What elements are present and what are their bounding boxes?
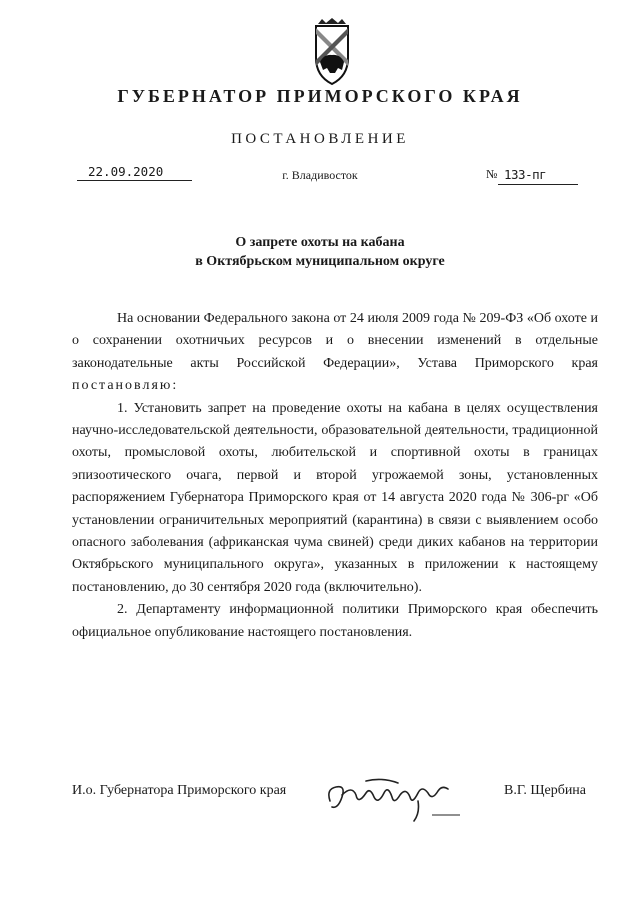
document-date: 22.09.2020 — [88, 164, 164, 179]
document-number: 133-пг — [504, 167, 547, 182]
heading-line-1: О запрете охоты на кабана — [235, 235, 405, 250]
preamble-keyword: постановляю: — [72, 378, 179, 394]
signatory-name: В.Г. Щербина — [504, 783, 587, 798]
document-heading — [0, 233, 640, 271]
handwritten-signature — [322, 771, 462, 826]
signatory-position: И.о. Губернатора Приморского края — [72, 783, 287, 798]
document-city: г. Владивосток — [282, 168, 358, 182]
number-underline — [498, 184, 578, 185]
document-type: ПОСТАНОВЛЕНИЕ — [231, 131, 409, 147]
heading-line-2: в Октябрьском муниципальном округе — [195, 254, 445, 269]
preamble-text: На основании Федерального закона от 24 июля 2009 года № 209-ФЗ «Об охоте и о сохранении охотничьих ресурсов и о внесении изменений в отдельные законодательные акты Российской Федерации», Устава Приморского края — [72, 311, 598, 371]
item-2-paragraph: 2. Департаменту информационной политики Приморского края обеспечить официальное опубликование настоящего постановления. — [72, 602, 598, 640]
number-prefix: № — [486, 167, 498, 181]
issuer-title: ГУБЕРНАТОР ПРИМОРСКОГО КРАЯ — [117, 86, 523, 106]
coat-of-arms-icon — [302, 18, 362, 86]
item-1-paragraph: 1. Установить запрет на проведение охоты на кабана в целях осуществления научно-исследовательской деятельности, образовательной деятельности, традиционной охоты, промысловой охоты, любительской и спортивной охоты в границах эпизоотического очага, первой и второй угрожаемой зоны, установленных распоряжением Губернатора Приморского края от 14 августа 2020 года № 306-рг «Об установлении ограничительных мероприятий (карантина) в связи с выявлением особо опасного заболевания (африканская чума свиней) среди диких кабанов на территории Октябрьского муниципального округа», указанных в приложении к настоящему постановлению, до 30 сентября 2020 года (включительно). — [72, 400, 598, 595]
preamble-paragraph — [72, 308, 598, 398]
document-body — [72, 308, 598, 644]
